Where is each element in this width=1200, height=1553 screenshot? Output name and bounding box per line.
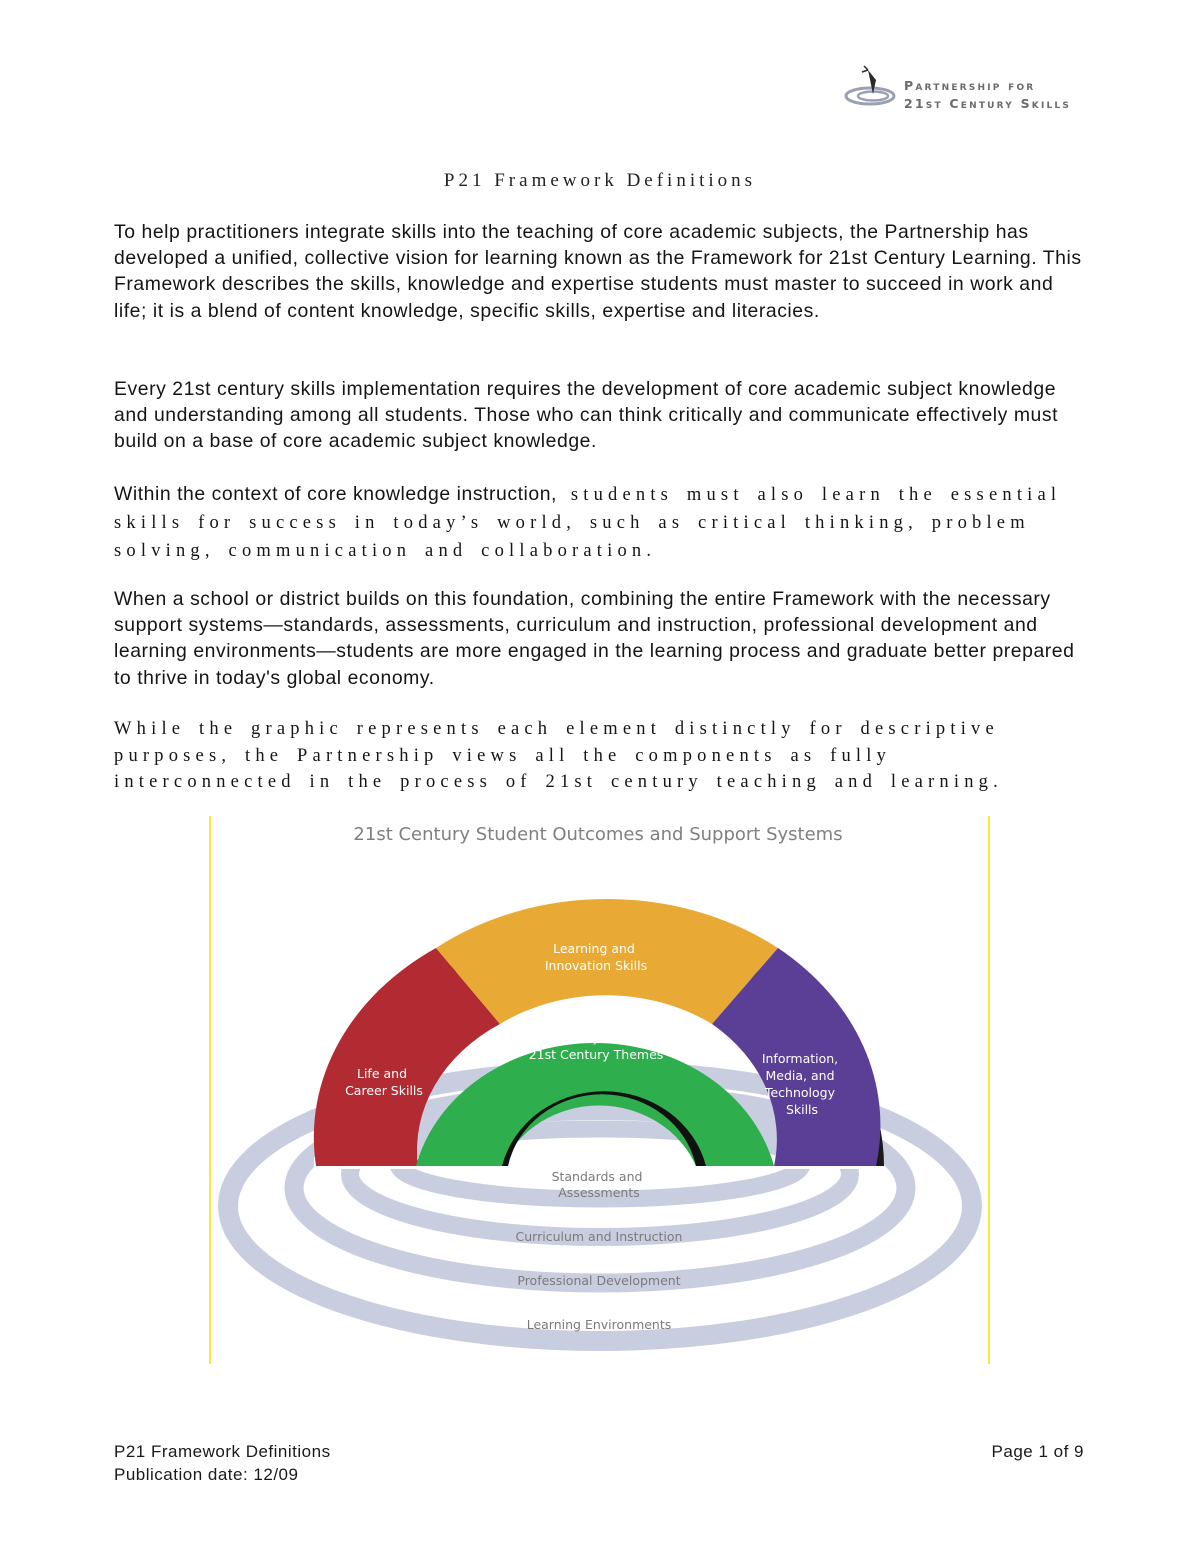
label-info-line2: Media, and [765,1068,835,1083]
footer-page-number: Page 1 of 9 [991,1442,1084,1461]
label-info-line4: Skills [785,1102,819,1117]
label-learning-innovation-line1: Learning and [553,941,635,956]
paragraph-essential-skills-rest: students must also learn the essential skills for success in today’s world, such as critical thinking, problem solving, communication and collaboration. [114,485,1062,561]
paragraph-core-knowledge: Every 21st century skills implementation requires the development of core academic subject knowledge and understanding among all students. Those who can think critically and communicate effectively must build on a base of core academic subject knowledge. [114,378,1059,453]
framework-rainbow-graphic [208,814,992,1366]
partnership-logo [840,64,1090,118]
label-life-career-line2: Career Skills [345,1083,423,1098]
figure-title: 21st Century Student Outcomes and Support Systems [353,824,843,845]
paragraph-interconnected: While the graphic represents each element distinctly for descriptive purposes, the Partnership views all the components as fully interconnected in the process of 21st century teaching and learning. [114,719,1003,792]
label-core-subjects-line2: 21st Century Themes [528,1047,664,1062]
label-learning-environments: Learning Environments [526,1317,672,1332]
logo-text-line2: 21st Century Skills [904,96,1072,111]
label-core-subjects-line1: Core Subjects and [537,1030,651,1045]
footer-doc-name: P21 Framework Definitions [114,1442,331,1461]
label-standards-assessments [552,1169,647,1200]
paragraph-intro: To help practitioners integrate skills into the teaching of core academic subjects, the Partnership has developed a unified, collective vision for learning known as the Framework for 21st Century Learning. This Framework describes the skills, knowledge and expertise students must master to succeed in work and life; it is a blend of content knowledge, specific skills, expertise and literacies. [114,221,1082,322]
paragraph-essential-skills [114,481,1084,564]
footer-publication-date: Publication date: 12/09 [114,1465,299,1484]
label-curriculum-instruction: Curriculum and Instruction [515,1229,683,1244]
label-standards-line2: Assessments [558,1185,640,1200]
paragraph-support-systems: When a school or district builds on this foundation, combining the entire Framework with the necessary support systems—standards, assessments, curriculum and instruction, professional development and learning environments—students are more engaged in the learning process and graduate better prepared to thrive in today's global economy. [114,588,1075,689]
logo-text-line1: Partnership for [904,78,1036,93]
label-learning-innovation-line2: Innovation Skills [544,958,648,973]
label-professional-development: Professional Development [517,1273,681,1288]
label-info-line1: Information, [761,1051,839,1066]
label-life-career-line1: Life and [356,1066,408,1081]
swoosh-logo-icon [840,64,900,118]
paragraph-essential-skills-start: Within the context of core knowledge instruction, [114,483,557,505]
label-standards-line1: Standards and [551,1169,643,1184]
label-info-line3: Technology [764,1085,836,1100]
document-title: P21 Framework Definitions [443,170,757,191]
